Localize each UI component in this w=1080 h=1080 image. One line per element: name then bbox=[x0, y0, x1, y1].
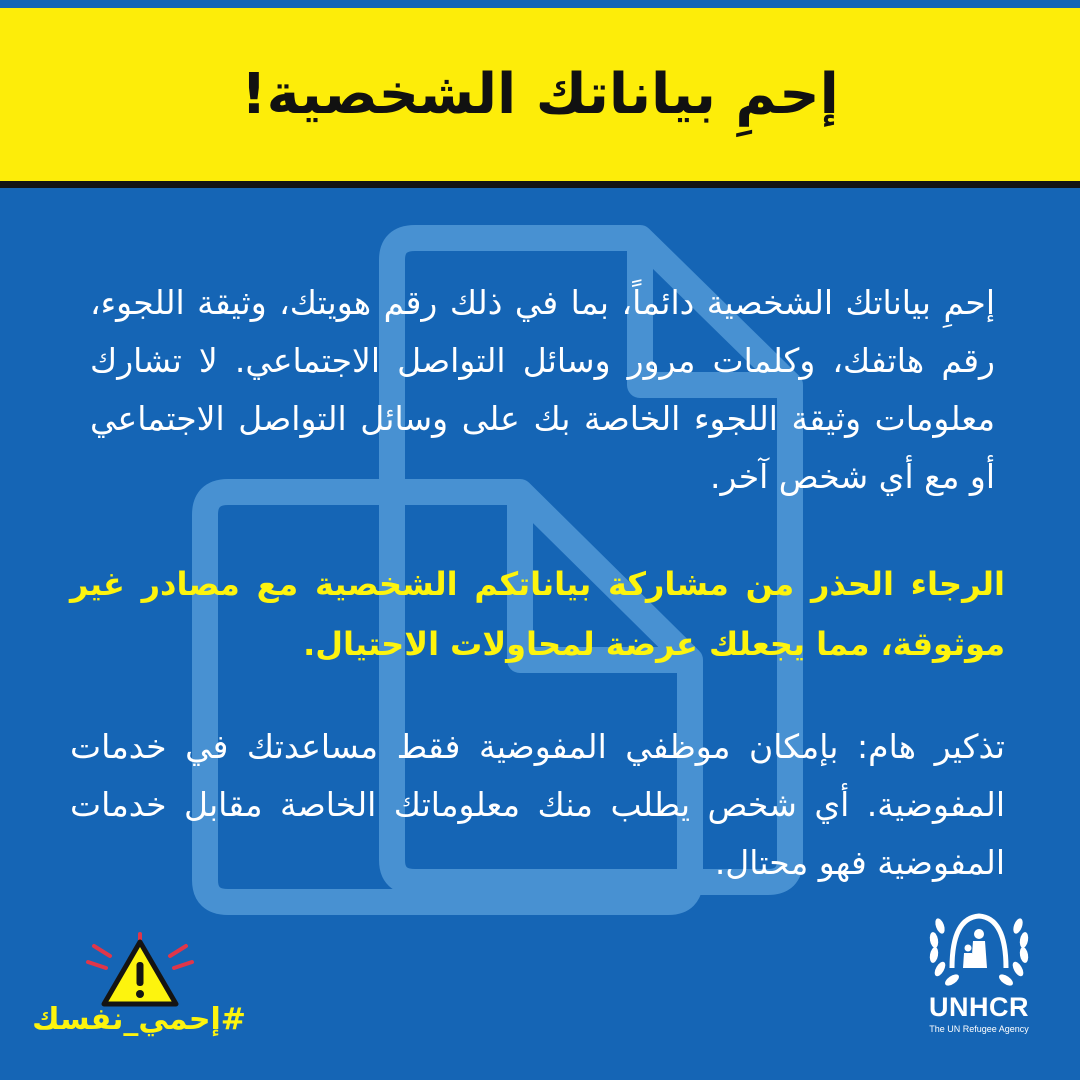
unhcr-wordmark: UNHCR bbox=[929, 992, 1029, 1022]
campaign-hashtag: #إحمي_نفسك bbox=[32, 1002, 246, 1037]
warning-paragraph: الرجاء الحذر من مشاركة بياناتكم الشخصية مع مصادر غير موثوقة، مما يجعلك عرضة لمحاولات الاحتيال. bbox=[70, 565, 1005, 663]
unhcr-emblem-icon bbox=[922, 908, 1036, 990]
page-title: إحمِ بياناتك الشخصية! bbox=[241, 62, 839, 127]
unhcr-tagline: The UN Refugee Agency bbox=[929, 1024, 1029, 1034]
intro-paragraph: إحمِ بياناتك الشخصية دائماً، بما في ذلك رقم هويتك، وثيقة اللجوء، رقم هاتفك، وكلمات مرور وسائل التواصل الاجتماعي. لا تشارك معلومات وثيقة اللجوء الخاصة بك على وسائل التواصل الاجتماعي أو مع أي شخص آخر. bbox=[90, 283, 995, 496]
warning-triangle-icon bbox=[80, 932, 200, 1012]
campaign-badge bbox=[24, 932, 254, 1052]
header-banner bbox=[0, 8, 1080, 188]
unhcr-logo bbox=[914, 908, 1044, 1038]
reminder-paragraph: تذكير هام: بإمكان موظفي المفوضية فقط مساعدتك في خدمات المفوضية. أي شخص يطلب منك معلوماتك الخاصة مقابل خدمات المفوضية فهو محتال. bbox=[70, 727, 1005, 882]
